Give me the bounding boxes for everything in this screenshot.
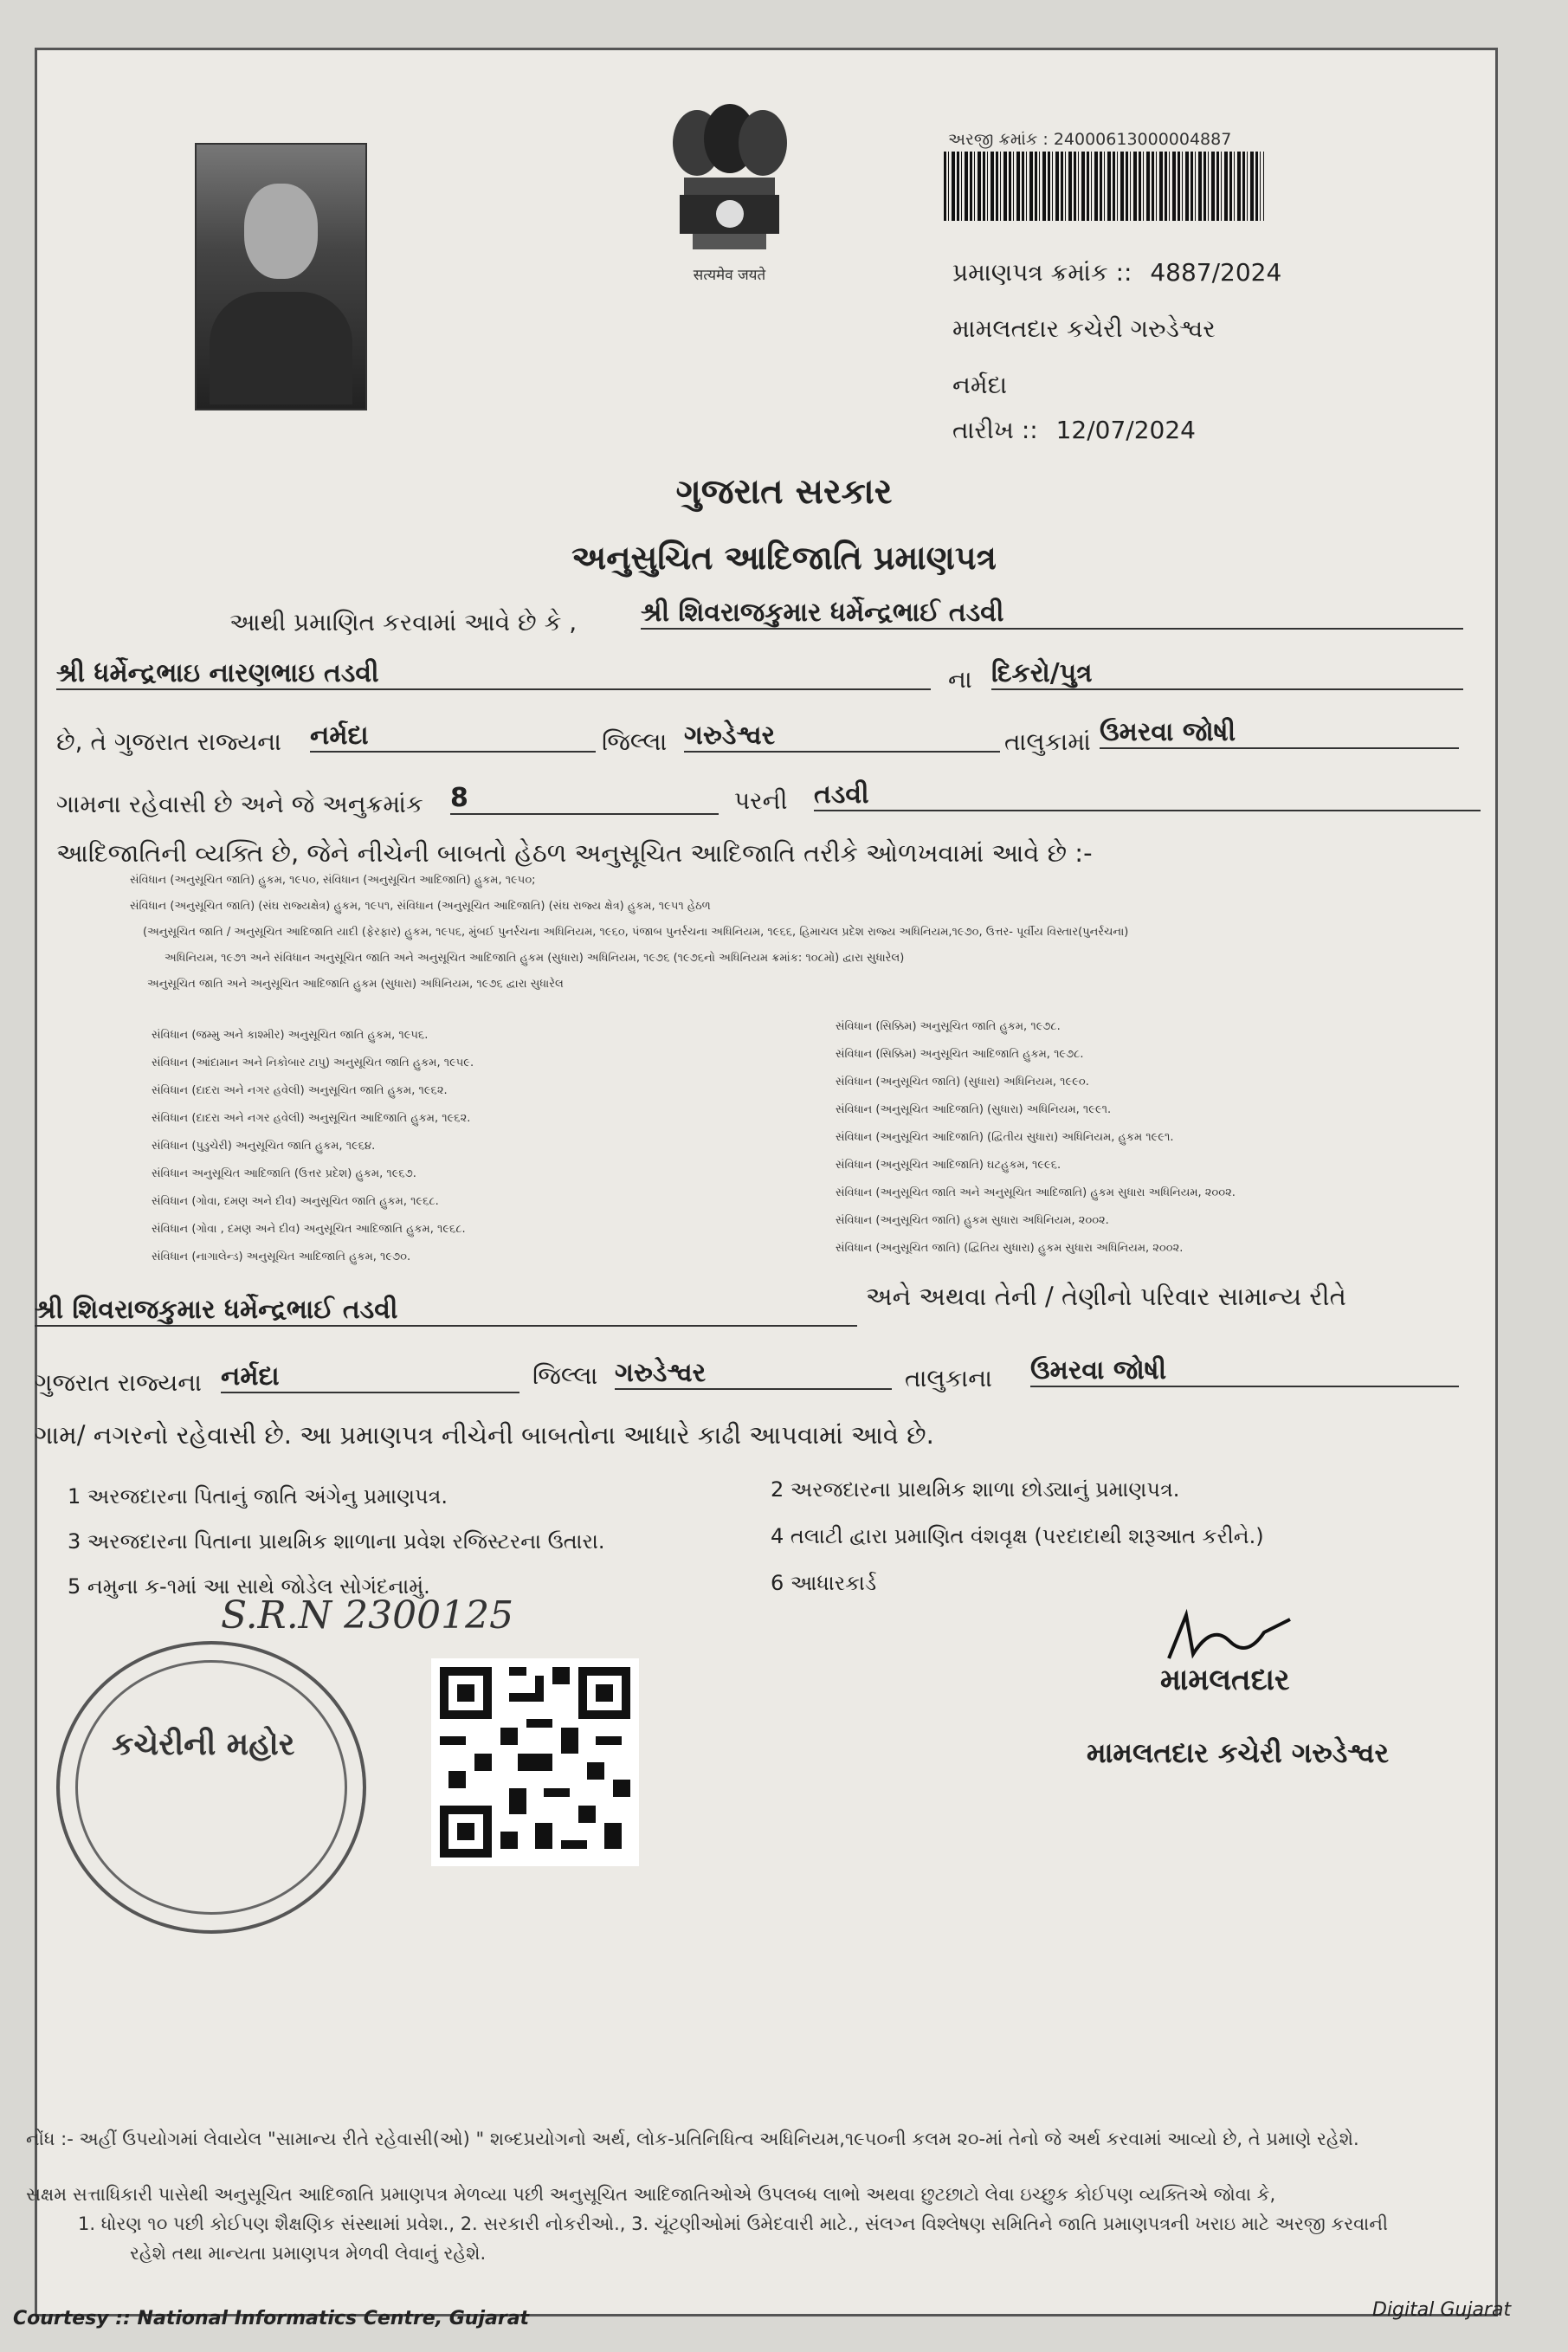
certificate-number-label: પ્રમાણપત્ર ક્રમાંક :: [952,258,1132,287]
act-item: સંવિધાન (આંદામાન અને નિકોબાર ટાપુ) અનુસૂચિત જાતિ હુકમ, ૧૯૫૯. [152,1056,474,1069]
document-item: 6 આધારકાર્ડ [771,1571,877,1595]
government-title: ગુજરાત સરકાર [675,472,893,512]
note-line: નોંધ :- અહીં ઉપયોગમાં લેવાયેલ "સામાન્ય રીતે રહેવાસી(ઓ) " શબ્દપ્રયોગનો અર્થ, લોક-પ્રતિનિધિત્વ અધિનિયમ,૧૯૫૦ની કલમ ૨૦-માં તેનો જે અર્થ કરવામાં આવ્યો છે, તે પ્રમાણે રહેશે. [26,2129,1359,2149]
act-item: સંવિધાન (અનુસૂચિત આદિજાતિ) (સુધારા) અધિનિયમ, ૧૯૯૧. [836,1103,1112,1116]
caste: તડવી [814,779,1481,811]
certificate-number: 4887/2024 [1150,258,1282,287]
act-item: સંવિધાન (ગોવા , દમણ અને દીવ) અનુસૂચિત આદિજાતિ હુકમ, ૧૯૬૮. [152,1223,466,1236]
act-item: સંવિધાન (દાદરા અને નગર હવેલી) અનુસૂચિત જાતિ હુકમ, ૧૯૬૨. [152,1084,448,1097]
act-item: અનુસૂચિત જાતિ અને અનુસૂચિત આદિજાતિ હુકમ (સુધારા) અધિનિયમ, ૧૯૭૬ દ્વારા સુધારેલ [147,978,564,991]
document-item: 3 અરજદારના પિતાના પ્રાથમિક શાળાના પ્રવેશ રજિસ્ટરના ઉતારા. [68,1529,605,1554]
document-item: 5 નમુના ક-૧માં આ સાથે જોડેલ સોગંદનામું. [68,1574,430,1599]
body-district: નર્મદા [310,720,596,753]
acts-full-list [130,868,1128,998]
body-taluka: ગરુડેશ્વર [684,720,1000,753]
act-item: (અનુસૂચિત જાતિ / અનુસૂચિત આદિજાતિ યાદી (ફેરફાર) હુકમ, ૧૯૫૬, મુંબઈ પુનર્રચના અધિનિયમ, ૧૯૬૦, પંજાબ પુનર્રચના અધિનિયમ, ૧૯૬૬, હિમાચલ પ્રદેશ રાજ્ય અધિનિયમ,૧૯૭૦, ઉત્તર- પૂર્વીય વિસ્તાર(પુનર્રચના) [143,926,1129,939]
act-item: સંવિધાન (અનુસૂચિત જાતિ) હુકમ સુધારા અધિનિયમ, ૨૦૦૨. [836,1214,1109,1227]
caste-label: પરની [734,786,788,815]
qr-code-icon [431,1658,639,1866]
date-line [952,416,1196,445]
barcode [944,152,1264,221]
residence-district: નર્મદા [221,1361,519,1393]
act-item: સંવિધાન (અનુસૂચિત આદિજાતિ) ઘટહુકમ, ૧૯૯૬. [836,1159,1061,1172]
act-item: સંવિધાન (અનુસૂચિત જાતિ) (દ્વિતિય સુધારા) હુકમ સુધારા અધિનિયમ, ૨૦૦૨. [836,1242,1184,1255]
applicant-photo [195,143,367,410]
national-emblem-icon [662,104,797,277]
residence-state-label: ગુજરાત રાજ્યના [35,1368,203,1397]
relation: દિકરો/પુત્ર [991,658,1463,690]
note-line: 1. ધોરણ ૧૦ પછી કોઈપણ શૈક્ષણિક સંસ્થામાં પ્રવેશ., 2. સરકારી નોકરીઓ., 3. ચૂંટણીઓમાં ઉમેદવારી માટે., સંલગ્ન વિશ્લેષણ સમિતિને જાતિ પ્રમાણપત્રની ખરાઇ માટે અરજી કરવાની [78,2213,1388,2234]
act-item: સંવિધાન (અનુસૂચિત આદિજાતિ) (દ્વિતીય સુધારા) અધિનિયમ, હુકમ ૧૯૯૧. [836,1131,1174,1144]
issue-date: 12/07/2024 [1055,416,1196,444]
residence-taluka: ગરુડેશ્વર [615,1358,892,1390]
office-seal [56,1641,366,1934]
act-item: સંવિધાન (જમ્મુ અને કાશ્મીર) અનુસૂચિત જાતિ હુકમ, ૧૯૫૬. [152,1029,429,1042]
basis-text: ગામ/ નગરનો રહેવાસી છે. આ પ્રમાણપત્ર નીચેની બાબતોના આધારે કાઢી આપવામાં આવે છે. [35,1420,934,1450]
residence-village: ઉમરવા જોષી [1030,1355,1459,1387]
taluka-label: તાલુકામાં [1004,727,1091,756]
header-office: મામલતદાર કચેરી ગરુડેશ્વર [952,314,1216,343]
act-item: સંવિધાન (પુડુચેરી) અનુસૂચિત જાતિ હુકમ, ૧૯૬૪. [152,1140,376,1153]
application-number: અરજી ક્રમાંક : 24000613000004887 [948,130,1232,149]
state-prefix: છે, તે ગુજરાત રાજ્યના [56,727,281,756]
district-label: જિલ્લા [602,727,668,756]
handwritten-serial: S.R.N 2300125 [221,1593,514,1638]
applicant-name: શ્રી શિવરાજકુમાર ધર્મેન્દ્રભાઈ તડવી [641,598,1463,630]
na-text: ના [948,665,972,694]
recognized-text: આદિજાતિની વ્યક્તિ છે, જેને નીચેની બાબતો હેઠળ અનુસૂચિત આદિજાતિ તરીકે ઓળખવામાં આવે છે :- [56,838,1093,868]
header-district: નર્મદા [952,371,1008,399]
father-name: શ્રી ધર્મેન્દ્રભાઇ નારણભાઇ તડવી [56,658,931,690]
family-text: અને અથવા તેની / તેણીનો પરિવાર સામાન્ય રીતે [866,1282,1346,1311]
serial-number: 8 [450,783,719,815]
acts-left-list [152,1022,474,1271]
signature-icon [1160,1606,1316,1667]
residence-district-label: જિલ્લા [532,1361,598,1390]
residence-name: શ્રી શિવરાજકુમાર ધર્મેન્દ્રભાઈ તડવી [35,1295,857,1327]
residence-taluka-label: તાલુકાના [905,1364,992,1392]
resident-text: ગામના રહેવાસી છે અને જે અનુક્રમાંક [56,790,423,818]
seal-text: કચેરીની મહોર [112,1727,295,1762]
act-item: સંવિધાન (સિક્કિમ) અનુસૂચિત જાતિ હુકમ, ૧૯૭૮. [836,1020,1061,1033]
note-line: રહેશે તથા માન્યતા પ્રમાણપત્ર મેળવી લેવાનું રહેશે. [130,2243,487,2264]
note-line: સક્ષમ સત્તાધિકારી પાસેથી અનુસૂચિત આદિજાતિ પ્રમાણપત્ર મેળવ્યા પછી અનુસૂચિત આદિજાતિઓએ ઉપલબ્ધ લાભો અથવા છુટછાટો લેવા ઇચ્છુક કોઈપણ વ્યક્તિએ જોવા કે, [26,2184,1276,2205]
certificate-title: અનુસુચિત આદિજાતિ પ્રમાણપત્ર [571,539,997,577]
acts-right-list [836,1013,1236,1263]
body-village: ઉમરવા જોષી [1100,717,1459,749]
act-item: સંવિધાન (સિક્કિમ) અનુસૂચિત આદિજાતિ હુકમ, ૧૯૭૮. [836,1048,1084,1061]
footer-brand: Digital Gujarat [1372,2299,1512,2321]
act-item: સંવિધાન અનુસૂચિત આદિજાતિ (ઉત્તર પ્રદેશ) હુકમ, ૧૯૬૭. [152,1167,416,1180]
document-item: 2 અરજદારના પ્રાથમિક શાળા છોડ્યાનું પ્રમાણપત્ર. [771,1477,1180,1502]
date-label: તારીખ :: [952,416,1038,444]
act-item: સંવિધાન (દાદરા અને નગર હવેલી) અનુસૂચિત આદિજાતિ હુકમ, ૧૯૬૨. [152,1112,471,1125]
motto: सत्यमेव जयते [693,267,766,284]
act-item: સંવિધાન (નાગાલેન્ડ) અનુસૂચિત આદિજાતિ હુકમ, ૧૯૭૦. [152,1250,411,1263]
signatory-title: મામલતદાર [1160,1663,1290,1697]
act-item: સંવિધાન (અનુસૂચિત જાતિ) (સુધારા) અધિનિયમ, ૧૯૯૦. [836,1076,1089,1089]
footer-courtesy: Courtesy :: National Informatics Centre, Gujarat [13,2308,530,2329]
certificate-number-line [952,258,1281,288]
document-item: 1 અરજદારના પિતાનું જાતિ અંગેનુ પ્રમાણપત્ર. [68,1484,448,1509]
act-item: સંવિધાન (અનુસૂચિત જાતિ) હુકમ, ૧૯૫૦, સંવિધાન (અનુસૂચિત આદિજાતિ) હુકમ, ૧૯૫૦; [130,874,536,887]
act-item: અધિનિયમ, ૧૯૭૧ અને સંવિધાન અનુસૂચિત જાતિ અને અનુસૂચિત આદિજાતિ હુકમ (સુધારા) અધિનિયમ, ૧૯૭૬ (૧૯૭૬નો અધિનિયમ ક્રમાંક: ૧૦૮મો) દ્વારા સુધારેલ) [165,952,905,965]
document-item: 4 તલાટી દ્વારા પ્રમાણિત વંશવૃક્ષ (પરદાદાથી શરૂઆત કરીને.) [771,1524,1264,1548]
act-item: સંવિધાન (ગોવા, દમણ અને દીવ) અનુસૂચિત જાતિ હુકમ, ૧૯૬૮. [152,1195,439,1208]
signatory-office: મામલતદાર કચેરી ગરુડેશ્વર [1087,1736,1390,1769]
act-item: સંવિધાન (અનુસૂચિત જાતિ અને અનુસૂચિત આદિજાતિ) હુકમ સુધારા અધિનિયમ, ૨૦૦૨. [836,1186,1236,1199]
act-item: સંવિધાન (અનુસૂચિત જાતિ) (સંઘ રાજ્યક્ષેત્ર) હુકમ, ૧૯૫૧, સંવિધાન (અનુસૂચિત આદિજાતિ) (સંઘ રાજ્ય ક્ષેત્ર) હુકમ, ૧૯૫૧ હેઠળ [130,900,711,913]
intro-text: આથી પ્રમાણિત કરવામાં આવે છે કે , [229,608,578,636]
